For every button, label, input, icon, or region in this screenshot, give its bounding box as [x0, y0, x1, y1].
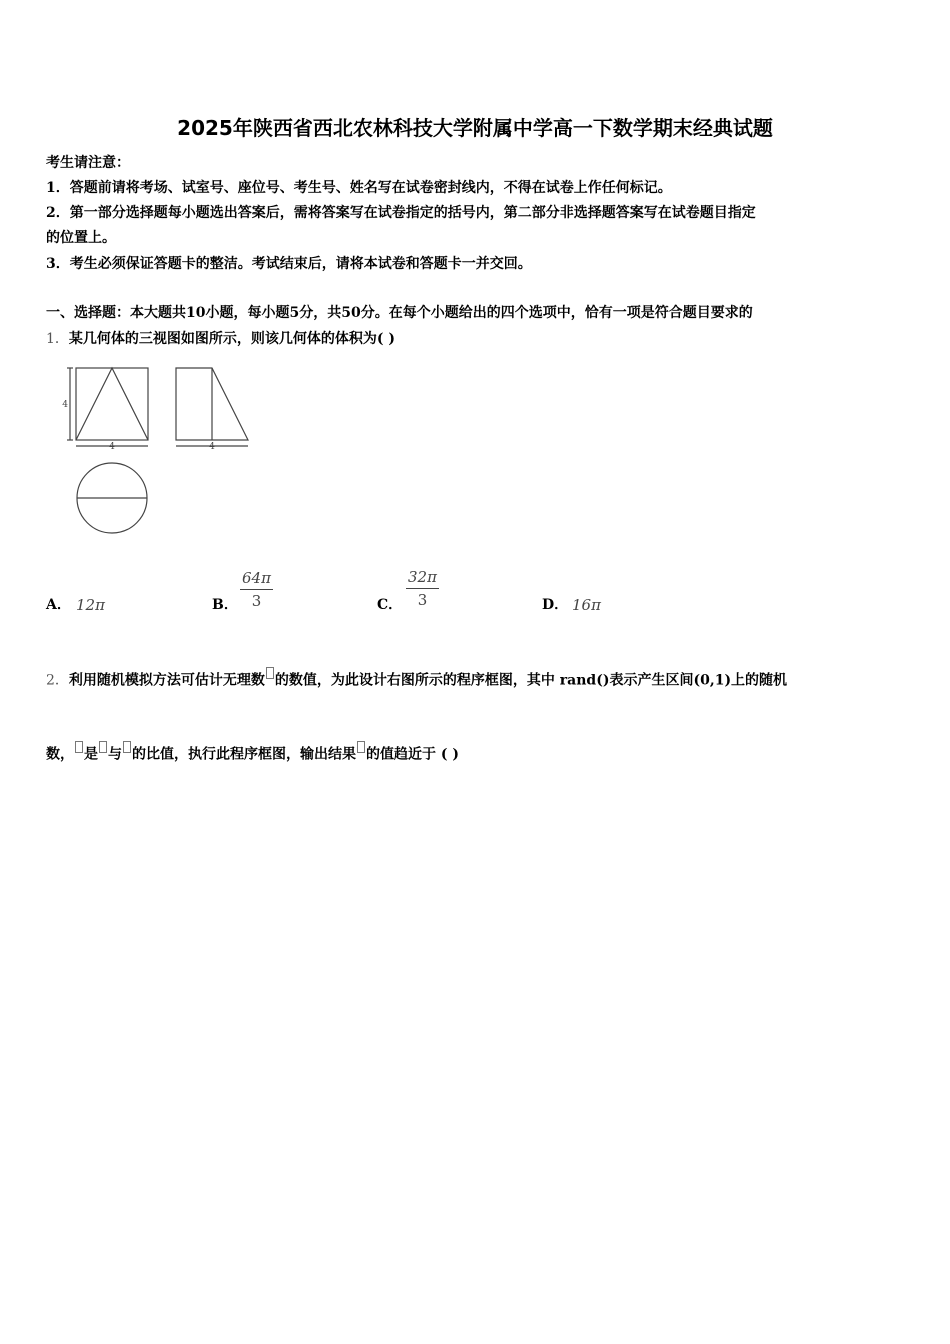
notice-heading: 考生请注意：: [46, 155, 130, 171]
question-2-line-1: [46, 667, 787, 690]
question-number: 2．: [46, 672, 69, 689]
option-c-fraction: [406, 568, 439, 609]
q2-text-part: 利用随机模拟方法可估计无理数: [68, 672, 265, 689]
question-text: 某几何体的三视图如图所示，则该几何体的体积为( ): [68, 331, 396, 347]
missing-glyph-icon: [357, 741, 365, 753]
option-a-value: 12π: [76, 596, 105, 614]
missing-glyph-icon: [99, 741, 107, 753]
question-number: 1．: [46, 331, 69, 347]
three-view-diagram: [46, 358, 266, 540]
q2-text-part: 的比值，执行此程序框图，输出结果: [132, 746, 356, 763]
option-b-denominator: 3: [251, 592, 262, 610]
option-b-numerator: 64π: [242, 569, 271, 587]
notice-item-3: 3．考生必须保证答题卡的整洁。考试结束后，请将本试卷和答题卡一并交回。: [46, 256, 532, 272]
side-width-label: 4: [209, 442, 215, 452]
option-b-label: B．: [212, 597, 238, 613]
missing-glyph-icon: [123, 741, 131, 753]
q2-text-part: 数，: [46, 746, 74, 763]
notice-item-2: 2．第一部分选择题每小题选出答案后，需将答案写在试卷指定的括号内，第二部分非选择题答案写在试卷题目指定: [46, 205, 756, 221]
option-c-label: C．: [377, 597, 403, 613]
notice-item-1: 1．答题前请将考场、试室号、座位号、考生号、姓名写在试卷密封线内，不得在试卷上作任何标记。: [46, 180, 672, 196]
q2-text-part: 与: [108, 746, 122, 763]
q2-text-part: 的值趋近于 ( ): [366, 746, 459, 763]
option-a-label: A．: [46, 597, 71, 613]
missing-glyph-icon: [266, 667, 274, 679]
section-heading: 一、选择题：本大题共10小题，每小题5分，共50分。在每个小题给出的四个选项中，恰有一项是符合题目要求的: [46, 305, 753, 321]
notice-item-2-cont: 的位置上。: [46, 230, 116, 246]
front-height-label: 4: [62, 400, 68, 410]
missing-glyph-icon: [75, 741, 83, 753]
front-width-label: 4: [109, 442, 115, 452]
option-b-fraction: [240, 569, 273, 610]
front-view-triangle: [76, 368, 148, 440]
page-title: 2025年陕西省西北农林科技大学附属中学高一下数学期末经典试题: [177, 116, 773, 140]
q2-text-part: 是: [84, 746, 98, 763]
question-1: [46, 328, 395, 348]
q2-text-part: 的数值，为此设计右图所示的程序框图，其中 rand()表示产生区间(0,1)上的随机: [274, 672, 788, 689]
option-c-numerator: 32π: [408, 568, 437, 586]
option-d-value: 16π: [572, 596, 601, 614]
question-2-line-2: [46, 741, 459, 764]
option-d-label: D．: [542, 597, 569, 613]
option-c-denominator: 3: [417, 591, 428, 609]
front-view-square: [76, 368, 148, 440]
